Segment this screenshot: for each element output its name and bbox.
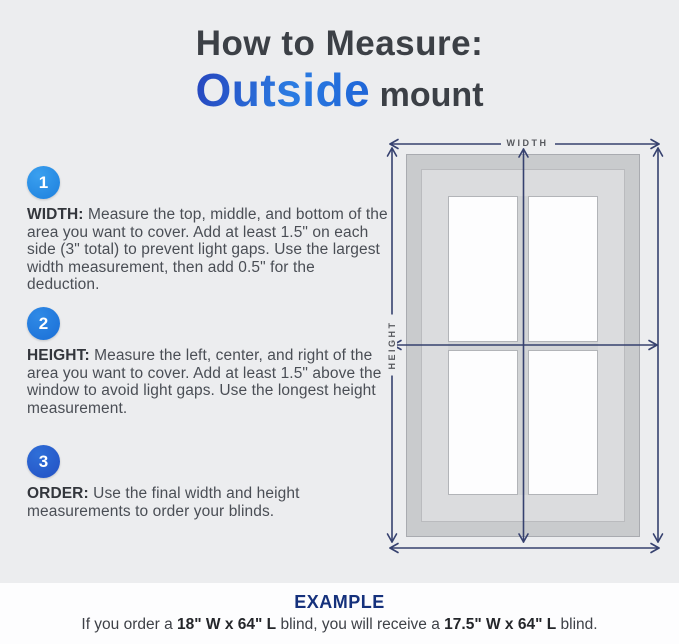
step-1-text xyxy=(27,206,391,294)
measurement-arrows xyxy=(385,134,670,564)
width-measure-label: WIDTH xyxy=(501,138,555,148)
step-3-body: Use the final width and height measurements to order your blinds. xyxy=(27,485,300,520)
step-3-label: ORDER: xyxy=(27,485,89,502)
step-3-number-badge: 3 xyxy=(27,445,60,478)
step-2-number-badge: 2 xyxy=(27,307,60,340)
page-title-line1: How to Measure: xyxy=(195,24,484,63)
page-title-line2 xyxy=(0,65,679,117)
example-prefix: If you order a xyxy=(81,616,178,633)
window-measurement-diagram xyxy=(385,134,670,564)
page-title-highlight: Outside xyxy=(195,64,371,117)
step-1-body: Measure the top, middle, and bottom of the area you want to cover. Add at least 1.5" on each side (3" total) to prevent light gaps. Use the largest width measurement, then add 0.5" for the deduction. xyxy=(27,206,388,293)
step-width xyxy=(27,166,391,294)
example-sentence xyxy=(0,616,679,634)
example-suffix: blind. xyxy=(556,616,598,633)
page-header xyxy=(0,24,679,117)
page-title-suffix: mount xyxy=(370,76,484,115)
step-1-label: WIDTH: xyxy=(27,206,84,223)
step-2-body: Measure the left, center, and right of the area you want to cover. Add at least 1.5" above the window to avoid light gaps. Use the longest height measurement. xyxy=(27,347,382,417)
example-received-size: 17.5" W x 64" L xyxy=(444,616,557,633)
step-3-text xyxy=(27,485,391,520)
step-1-number-badge: 1 xyxy=(27,166,60,199)
example-ordered-size: 18" W x 64" L xyxy=(177,616,277,633)
example-middle: blind, you will receive a xyxy=(276,616,445,633)
step-height xyxy=(27,307,391,417)
example-section xyxy=(0,583,679,644)
example-heading: EXAMPLE xyxy=(294,592,385,612)
height-measure-label: HEIGHT xyxy=(387,314,397,375)
step-2-label: HEIGHT: xyxy=(27,347,90,364)
step-2-text xyxy=(27,347,391,417)
step-order xyxy=(27,445,391,520)
